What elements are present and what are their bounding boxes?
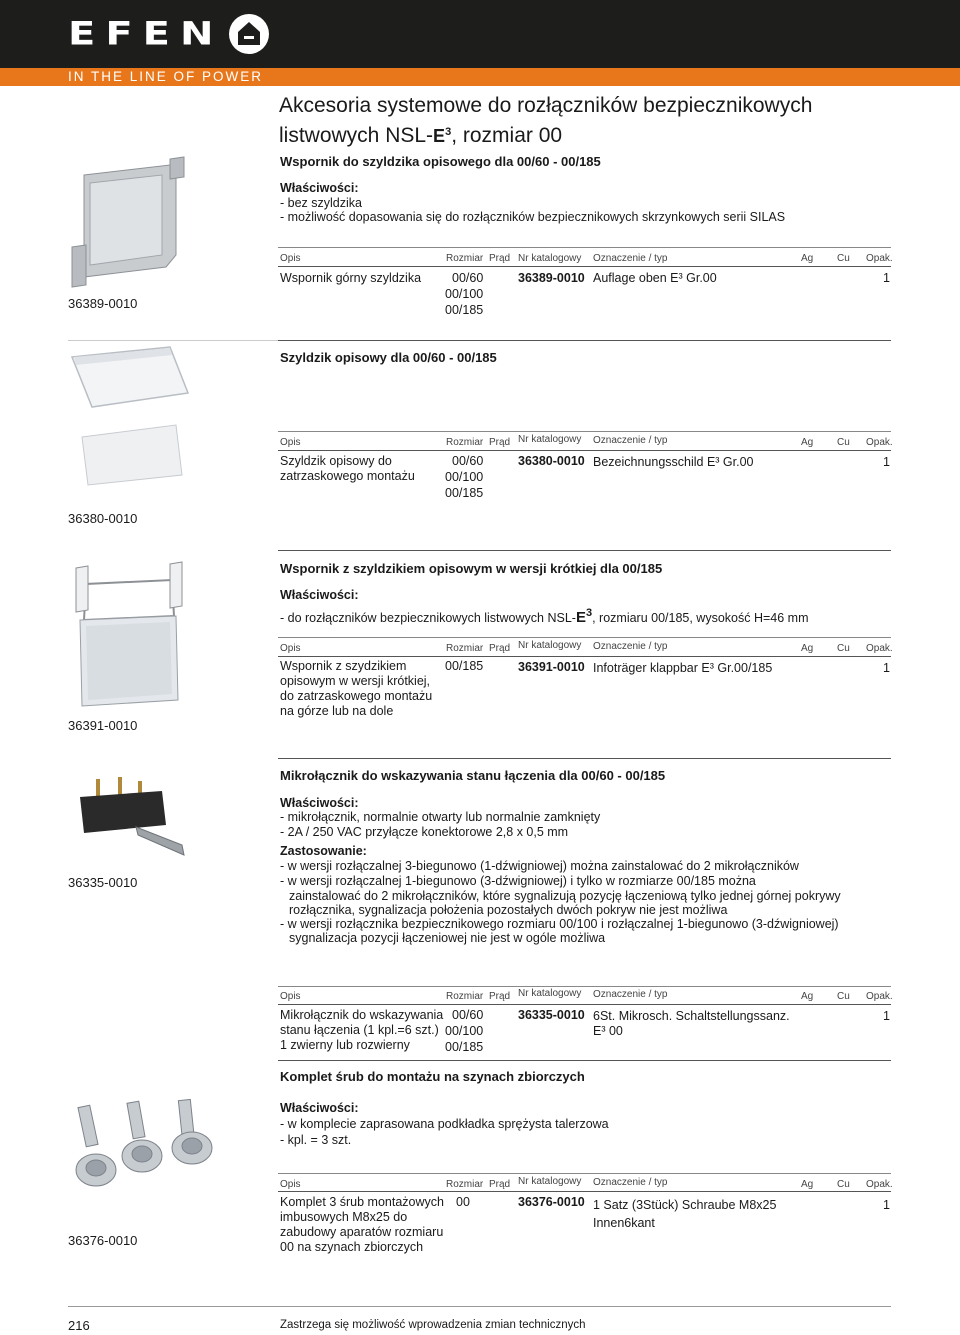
product-code: 36335-0010 bbox=[68, 875, 138, 890]
e3-logo-icon: $E^3$ bbox=[433, 126, 452, 146]
row-rozmiar: 00/100 bbox=[445, 1024, 484, 1038]
property-item: - 2A / 250 VAC przyłącze konektorowe 2,8 x 0,5 mm bbox=[280, 825, 569, 839]
col-cu: Cu bbox=[837, 437, 850, 448]
properties-label: Właściwości: bbox=[280, 1101, 359, 1115]
row-nr: 36389-0010 bbox=[518, 271, 585, 285]
row-nr: 36380-0010 bbox=[518, 454, 585, 468]
divider bbox=[278, 637, 891, 638]
divider bbox=[278, 266, 891, 267]
microswitch-image bbox=[66, 775, 190, 865]
col-prad: Prąd bbox=[489, 991, 511, 1002]
col-oznaczenie: Oznaczenie / typ bbox=[593, 253, 668, 264]
bracket-with-label-image bbox=[66, 560, 190, 710]
col-opis: Opis bbox=[280, 1179, 301, 1190]
usage-item: - w wersji rozłącznika bezpiecznikowego rozmiaru 00/100 i rozłączalnej 1-biegunowo (3-dźwigniowej) bbox=[280, 917, 839, 931]
row-rozmiar: 00/100 bbox=[445, 287, 484, 301]
section-title: Wspornik do szyldzika opisowego dla 00/60 - 00/185 bbox=[280, 154, 601, 169]
col-opak: Opak. bbox=[866, 437, 893, 448]
col-prad: Prąd bbox=[489, 253, 511, 264]
col-nr: Nr katalogowy bbox=[518, 640, 582, 651]
col-ag: Ag bbox=[801, 437, 814, 448]
row-rozmiar: 00/100 bbox=[445, 470, 484, 484]
col-ag: Ag bbox=[801, 253, 814, 264]
col-prad: Prąd bbox=[489, 1179, 511, 1190]
row-opak: 1 bbox=[883, 1009, 890, 1023]
row-oznaczenie: 6St. Mikrosch. Schaltstellungssanz. bbox=[593, 1009, 790, 1023]
brand-text: EFEN bbox=[68, 15, 224, 53]
product-code: 36391-0010 bbox=[68, 718, 138, 733]
usage-item: zainstalować do 2 mikrołączników, które sygnalizują pozycję łączeniową tylko jednej górnej pokrywy bbox=[289, 889, 841, 903]
tagline-bar bbox=[0, 68, 960, 86]
col-nr: Nr katalogowy bbox=[518, 988, 582, 999]
divider bbox=[278, 431, 891, 432]
row-opak: 1 bbox=[883, 1198, 890, 1212]
section-divider bbox=[278, 1060, 891, 1061]
col-rozmiar: Rozmiar bbox=[446, 643, 484, 654]
col-nr: Nr katalogowy bbox=[518, 434, 582, 445]
product-code: 36389-0010 bbox=[68, 296, 138, 311]
col-opis: Opis bbox=[280, 253, 301, 264]
property-item: - bez szyldzika bbox=[280, 196, 362, 210]
section-title: Wspornik z szyldzikiem opisowym w wersji krótkiej dla 00/185 bbox=[280, 561, 663, 576]
row-nr: 36391-0010 bbox=[518, 660, 585, 674]
col-oznaczenie: Oznaczenie / typ bbox=[593, 989, 668, 1000]
row-opis: na górze lub na dole bbox=[280, 704, 394, 718]
divider bbox=[278, 986, 891, 987]
properties-label: Właściwości: bbox=[280, 181, 359, 195]
col-nr: Nr katalogowy bbox=[518, 253, 582, 264]
col-opak: Opak. bbox=[866, 643, 893, 654]
col-opis: Opis bbox=[280, 991, 301, 1002]
col-ag: Ag bbox=[801, 991, 814, 1002]
property-item: - kpl. = 3 szt. bbox=[280, 1133, 352, 1147]
page-header bbox=[0, 0, 960, 68]
title-line-2: listwowych NSL-$E^3$, rozmiar 00 bbox=[279, 119, 919, 149]
col-oznaczenie: Oznaczenie / typ bbox=[593, 435, 668, 446]
row-opak: 1 bbox=[883, 661, 890, 675]
col-rozmiar: Rozmiar bbox=[446, 437, 484, 448]
usage-item: rozłącznika, sygnalizacja położenia pozostałych dwóch pokryw nie jest możliwa bbox=[289, 903, 728, 917]
row-rozmiar: 00/185 bbox=[445, 486, 484, 500]
row-oznaczenie: Innen6kant bbox=[593, 1216, 655, 1230]
row-rozmiar: 00/185 bbox=[445, 303, 484, 317]
col-opak: Opak. bbox=[866, 1179, 893, 1190]
property-item: - możliwość dopasowania się do rozłączników bezpiecznikowych skrzynkowych serii SILAS bbox=[280, 210, 786, 224]
row-opis: zatrzaskowego montażu bbox=[280, 469, 415, 483]
bracket-product-image bbox=[66, 155, 190, 290]
section-title: Mikrołącznik do wskazywania stanu łączenia dla 00/60 - 00/185 bbox=[280, 768, 666, 783]
divider bbox=[278, 247, 891, 248]
e3-logo-icon: $E^3$ bbox=[575, 607, 593, 626]
divider bbox=[278, 1191, 891, 1192]
label-plate-image bbox=[66, 345, 196, 495]
divider bbox=[278, 1173, 891, 1174]
row-rozmiar: 00/60 bbox=[452, 271, 484, 285]
properties-label: Właściwości: bbox=[280, 588, 359, 602]
col-cu: Cu bbox=[837, 253, 850, 264]
divider bbox=[278, 450, 891, 451]
col-opak: Opak. bbox=[866, 253, 893, 264]
col-cu: Cu bbox=[837, 1179, 850, 1190]
usage-label: Zastosowanie: bbox=[280, 844, 367, 858]
footer-divider bbox=[68, 1306, 891, 1307]
property-item: - mikrołącznik, normalnie otwarty lub normalnie zamknięty bbox=[280, 810, 601, 824]
row-opis: imbusowych M8x25 do bbox=[280, 1210, 408, 1224]
row-opis: Mikrołącznik do wskazywania bbox=[280, 1008, 444, 1022]
product-code: 36380-0010 bbox=[68, 511, 138, 526]
usage-item: - w wersji rozłączalnej 1-biegunowo (3-dźwigniowej) i tylko w rozmiarze 00/185 można bbox=[280, 874, 756, 888]
row-rozmiar: 00 bbox=[456, 1195, 470, 1209]
row-opis: opisowym w wersji krótkiej, bbox=[280, 674, 431, 688]
row-opis: Komplet 3 śrub montażowych bbox=[280, 1195, 444, 1209]
row-opis: stanu łączenia (1 kpl.=6 szt.) bbox=[280, 1023, 439, 1037]
page-title bbox=[279, 93, 919, 149]
row-oznaczenie: Infoträger klappbar E³ Gr.00/185 bbox=[593, 661, 773, 675]
row-opis: Wspornik górny szyldzika bbox=[280, 271, 422, 285]
col-nr: Nr katalogowy bbox=[518, 1176, 582, 1187]
section-title: Komplet śrub do montażu na szynach zbiorczych bbox=[280, 1069, 585, 1084]
property-item: - w komplecie zaprasowana podkładka sprężysta talerzowa bbox=[280, 1117, 609, 1131]
row-nr: 36335-0010 bbox=[518, 1008, 585, 1022]
row-nr: 36376-0010 bbox=[518, 1195, 585, 1209]
row-rozmiar: 00/60 bbox=[452, 1008, 484, 1022]
usage-item: - w wersji rozłączalnej 3-biegunowo (1-dźwigniowej) można zainstalować do 2 mikrołączników bbox=[280, 859, 799, 873]
divider bbox=[278, 656, 891, 657]
row-opis: Szyldzik opisowy do bbox=[280, 454, 392, 468]
row-rozmiar: 00/185 bbox=[445, 1040, 484, 1054]
col-rozmiar: Rozmiar bbox=[446, 991, 484, 1002]
title-line-1: Akcesoria systemowe do rozłączników bezpiecznikowych bbox=[279, 94, 813, 117]
section-divider bbox=[278, 758, 891, 759]
row-opis: 00 na szynach zbiorczych bbox=[280, 1240, 424, 1254]
col-cu: Cu bbox=[837, 643, 850, 654]
tagline: IN THE LINE OF POWER bbox=[68, 69, 264, 84]
row-opis: do zatrzaskowego montażu bbox=[280, 689, 433, 703]
col-oznaczenie: Oznaczenie / typ bbox=[593, 1177, 668, 1188]
col-prad: Prąd bbox=[489, 437, 511, 448]
row-opis: Wspornik z szydzikiem bbox=[280, 659, 407, 673]
section-title: Szyldzik opisowy dla 00/60 - 00/185 bbox=[280, 350, 497, 365]
row-opak: 1 bbox=[883, 271, 890, 285]
divider bbox=[278, 1004, 891, 1005]
section-divider bbox=[278, 340, 891, 341]
page-number: 216 bbox=[68, 1318, 90, 1333]
footer-note: Zastrzega się możliwość wprowadzenia zmian technicznych bbox=[280, 1319, 586, 1331]
row-oznaczenie: Bezeichnungsschild E³ Gr.00 bbox=[593, 455, 754, 469]
row-rozmiar: 00/185 bbox=[445, 659, 484, 673]
properties-label: Właściwości: bbox=[280, 796, 359, 810]
col-rozmiar: Rozmiar bbox=[446, 253, 484, 264]
col-ag: Ag bbox=[801, 1179, 814, 1190]
usage-item: sygnalizacja pozycji łączeniowej nie jest w ogóle możliwa bbox=[289, 931, 606, 945]
col-opis: Opis bbox=[280, 643, 301, 654]
row-rozmiar: 00/60 bbox=[452, 454, 484, 468]
section-divider bbox=[278, 550, 891, 551]
row-opak: 1 bbox=[883, 455, 890, 469]
row-oznaczenie: 1 Satz (3Stück) Schraube M8x25 bbox=[593, 1198, 777, 1212]
divider bbox=[68, 340, 278, 341]
col-oznaczenie: Oznaczenie / typ bbox=[593, 641, 668, 652]
efen-emblem-icon bbox=[229, 14, 269, 54]
col-cu: Cu bbox=[837, 991, 850, 1002]
row-opis: 1 zwierny lub rozwierny bbox=[280, 1038, 410, 1052]
efen-logo bbox=[68, 12, 269, 56]
property-item: - do rozłączników bezpiecznikowych listwowych NSL-$E^3$, rozmiaru 00/185, wysokość H=46 mm bbox=[280, 607, 809, 626]
row-oznaczenie: E³ 00 bbox=[593, 1024, 623, 1038]
row-oznaczenie: Auflage oben E³ Gr.00 bbox=[593, 271, 717, 285]
col-ag: Ag bbox=[801, 643, 814, 654]
col-rozmiar: Rozmiar bbox=[446, 1179, 484, 1190]
screws-image bbox=[66, 1098, 216, 1208]
product-code: 36376-0010 bbox=[68, 1233, 138, 1248]
row-opis: zabudowy aparatów rozmiaru bbox=[280, 1225, 444, 1239]
col-opis: Opis bbox=[280, 437, 301, 448]
col-prad: Prąd bbox=[489, 643, 511, 654]
col-opak: Opak. bbox=[866, 991, 893, 1002]
